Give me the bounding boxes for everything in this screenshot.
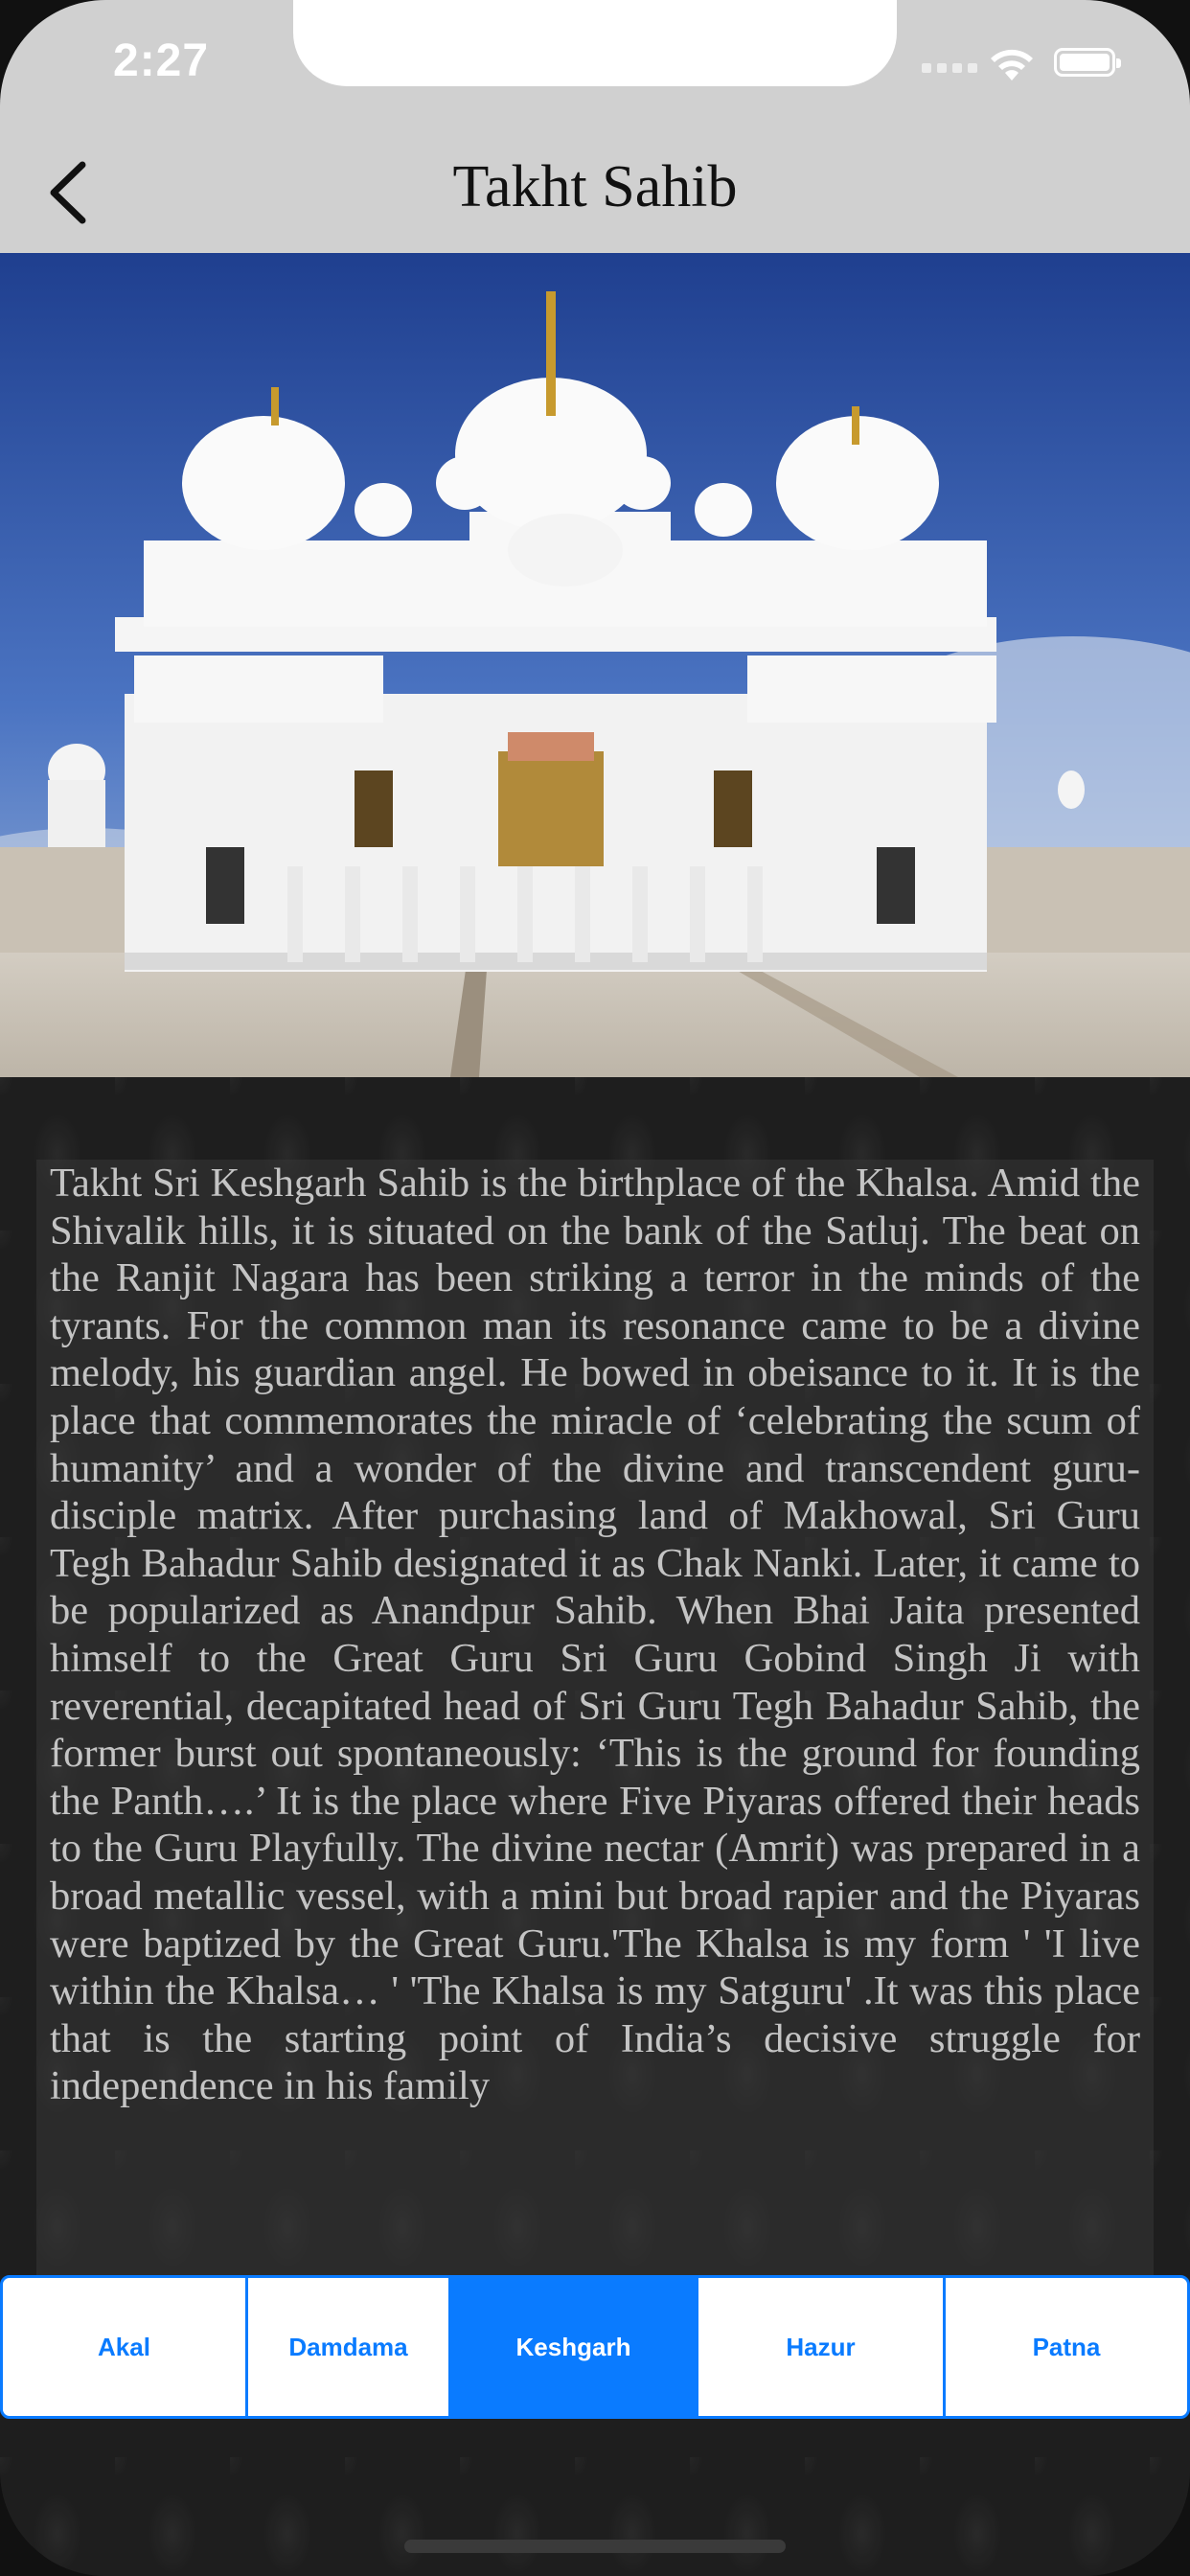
description-scroll[interactable] [36, 1160, 1154, 2348]
notch [293, 0, 897, 86]
tab-hazur[interactable]: Hazur [698, 2278, 946, 2416]
battery-icon [1054, 48, 1115, 77]
wifi-icon [987, 44, 1037, 82]
signal-icon [922, 63, 977, 73]
navigation-bar [0, 144, 1190, 253]
tab-keshgarh[interactable]: Keshgarh [451, 2278, 698, 2416]
tab-damdama[interactable]: Damdama [248, 2278, 451, 2416]
takht-segmented-control [0, 2275, 1190, 2419]
status-bar [0, 0, 1190, 144]
description-text: Takht Sri Keshgarh Sahib is the birthplace of the Khalsa. Amid the Shivalik hills, it is situated on the bank of the Satluj. The beat on the Ranjit Nagara has been striking a terror in the minds of the tyrants. For the common man its resonance came to be a divine melody, his guardian angel. He bowed in obeisance to it. It is the place that commemorates the miracle of ‘celebrating the scum of humanity’ and a wonder of the divine and transcendent guru-disciple matrix. After purchasing land of Makhowal, Sri Guru Tegh Bahadur Sahib designated it as Chak Nanki. Later, it came to be popularized as Anandpur Sahib. When Bhai Jaita presented himself to the Great Guru Sri Guru Gobind Singh Ji with reverential, decapitated head of Sri Guru Tegh Bahadur Sahib, the former burst out spontaneously: ‘This is the ground for founding the Panth….’ It is the place where Five Piyaras offered their heads to the Guru Playfully. The divine nectar (Amrit) was prepared in a broad metallic vessel, with a mini but broad rapier and the Piyaras were baptized by the Great Guru.'The Khalsa is my form ' 'I live within the Khalsa… ' 'The Khalsa is my Satguru' .It was this place that is the starting point of India’s decisive struggle for independence in his family [50, 1161, 1140, 2109]
status-time: 2:27 [113, 35, 210, 86]
tab-akal[interactable]: Akal [3, 2278, 248, 2416]
home-indicator[interactable] [404, 2540, 786, 2553]
tab-patna[interactable]: Patna [1032, 2332, 1101, 2361]
hero-image [0, 253, 1190, 1077]
page-title: Takht Sahib [452, 154, 738, 219]
